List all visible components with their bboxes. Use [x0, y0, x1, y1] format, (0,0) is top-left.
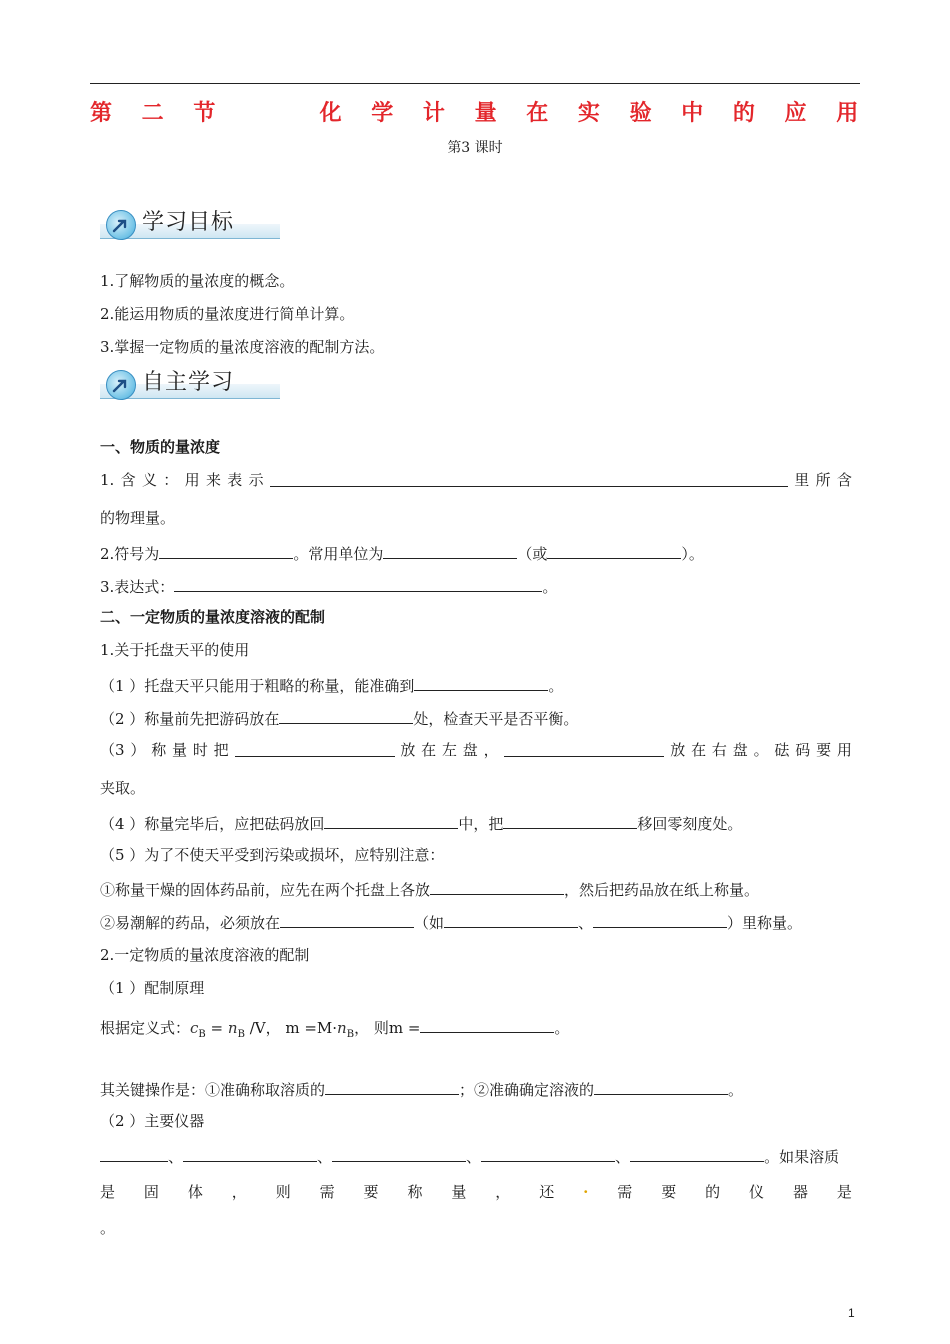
- fill-blank[interactable]: [503, 812, 637, 829]
- text: 示: [248, 471, 264, 489]
- text: ，: [495, 1183, 511, 1201]
- text: 。常用单位为: [293, 545, 384, 563]
- text: 里: [794, 471, 810, 489]
- balance-note-2: [100, 911, 802, 933]
- text: ，: [483, 741, 499, 759]
- text: 要: [816, 741, 832, 759]
- text: 含: [836, 471, 852, 489]
- fill-blank[interactable]: [279, 707, 413, 724]
- fill-blank[interactable]: [444, 911, 578, 928]
- definition-line: [100, 470, 852, 490]
- formula-symbol: n: [337, 1019, 347, 1037]
- subscript: B: [346, 1029, 355, 1040]
- subsection-title: 1.关于托盘天平的使用: [100, 641, 250, 659]
- balance-item-4: [100, 812, 742, 834]
- text: （或: [517, 545, 548, 563]
- text: 来: [205, 471, 221, 489]
- emphasis-dot: ·: [583, 1183, 589, 1201]
- subscript: B: [237, 1029, 245, 1040]
- balance-item-5: （5 ）为了不使天平受到污染或损坏，应特别注意：: [100, 846, 445, 864]
- text: 要: [363, 1183, 379, 1201]
- fill-blank[interactable]: [594, 1078, 728, 1095]
- text: /V， m =M·: [244, 1019, 338, 1037]
- header-rule: [90, 83, 860, 84]
- text: 。: [554, 1019, 570, 1037]
- text: =: [205, 1019, 228, 1037]
- fill-blank[interactable]: [280, 911, 414, 928]
- expression-line: [100, 575, 557, 597]
- goals-banner: [98, 204, 283, 244]
- page-title: 第 二 节 化 学 计 量 在 实 验 中 的 应 用: [90, 101, 870, 126]
- text: 、: [317, 1148, 333, 1166]
- text: （1 ）托盘天平只能用于粗略的称量，能准确到: [100, 677, 415, 695]
- principle-title: （1 ）配制原理: [100, 979, 205, 997]
- arrow-badge-icon: [106, 210, 136, 240]
- text: 需: [617, 1183, 633, 1201]
- text: 、: [466, 1148, 482, 1166]
- text: （4 ）称量完毕后，应把砝码放回: [100, 815, 325, 833]
- formula-symbol: n: [227, 1019, 238, 1037]
- solid-solute-line: [100, 1182, 852, 1202]
- fill-blank[interactable]: [593, 911, 727, 928]
- text: 含: [120, 471, 136, 489]
- text: ：: [163, 471, 179, 489]
- section-heading: 一、物质的量浓度: [100, 438, 221, 456]
- fill-blank[interactable]: [174, 575, 542, 592]
- text: 左: [441, 741, 457, 759]
- text: 仪: [749, 1183, 765, 1201]
- balance-note-1: [100, 878, 759, 900]
- text: 。: [542, 578, 558, 596]
- fill-blank[interactable]: [504, 740, 664, 757]
- text: 是: [100, 1183, 116, 1201]
- definition-cont: 的物理量。: [100, 509, 176, 527]
- fill-blank[interactable]: [183, 1145, 317, 1162]
- balance-item-1: [100, 674, 563, 696]
- page-number: 1: [848, 1306, 855, 1320]
- text: 量: [172, 741, 188, 759]
- text: 用: [184, 471, 200, 489]
- text: ；②准确确定溶液的: [459, 1081, 595, 1099]
- text: 是: [836, 1183, 852, 1201]
- fill-blank[interactable]: [325, 1078, 459, 1095]
- fill-blank[interactable]: [324, 812, 458, 829]
- text: （3: [100, 741, 125, 759]
- lesson-period: 第3 课时: [447, 140, 503, 156]
- text: 用: [836, 741, 852, 759]
- fill-blank[interactable]: [547, 542, 681, 559]
- text: 3.表达式：: [100, 578, 175, 596]
- self-study-banner: [98, 364, 283, 404]
- fill-blank[interactable]: [159, 542, 293, 559]
- key-operations-line: [100, 1078, 743, 1100]
- balance-item-2: [100, 707, 578, 729]
- text: 。如果溶质: [764, 1148, 840, 1166]
- text: 1.: [100, 471, 115, 489]
- text: 2.符号为: [100, 545, 160, 563]
- text: 的: [705, 1183, 721, 1201]
- goal-item: 3.掌握一定物质的量浓度溶液的配制方法。: [100, 338, 385, 356]
- arrow-badge-icon: [106, 370, 136, 400]
- text: 在: [421, 741, 437, 759]
- text: 处，检查天平是否平衡。: [413, 710, 579, 728]
- text: ①称量干燥的固体药品前，应先在两个托盘上各放: [100, 881, 431, 899]
- subscript: B: [198, 1029, 206, 1040]
- goal-item: 2.能运用物质的量浓度进行简单计算。: [100, 305, 355, 323]
- text: 放: [670, 741, 686, 759]
- symbol-line: [100, 542, 704, 564]
- fill-blank[interactable]: [270, 470, 788, 487]
- text: 码: [795, 741, 811, 759]
- text: 、: [578, 914, 594, 932]
- balance-item-3-cont: 夹取。: [100, 779, 146, 797]
- text: 义: [141, 471, 157, 489]
- formula-symbol: c: [190, 1019, 199, 1037]
- text: 则: [275, 1183, 291, 1201]
- goal-item: 1.了解物质的量浓度的概念。: [100, 272, 295, 290]
- text: ， 则m =: [354, 1019, 421, 1037]
- text: 放: [400, 741, 416, 759]
- text: 。: [728, 1081, 744, 1099]
- text: 中，把: [458, 815, 504, 833]
- text: 量: [451, 1183, 467, 1201]
- text: 把: [213, 741, 229, 759]
- text: ）: [130, 741, 146, 759]
- text: 根据定义式：: [100, 1019, 191, 1037]
- fill-blank[interactable]: [481, 1145, 615, 1162]
- text: 称: [151, 741, 167, 759]
- fill-blank[interactable]: [332, 1145, 466, 1162]
- text: 体: [187, 1183, 203, 1201]
- text: 右: [711, 741, 727, 759]
- banner-label: 学习目标: [142, 210, 235, 235]
- text: 砝: [774, 741, 790, 759]
- banner-label: 自主学习: [142, 370, 235, 395]
- text: 、: [615, 1148, 631, 1166]
- formula-line: [100, 1016, 569, 1045]
- text: ②易潮解的药品，必须放在: [100, 914, 281, 932]
- text: 盘: [732, 741, 748, 759]
- fill-blank[interactable]: [630, 1145, 764, 1162]
- balance-item-3: [100, 740, 852, 760]
- text: 固: [143, 1183, 159, 1201]
- text: 其关键操作是：①准确称取溶质的: [100, 1081, 326, 1099]
- text: 表: [227, 471, 243, 489]
- text: 还: [539, 1183, 555, 1201]
- fill-blank[interactable]: [100, 1145, 168, 1162]
- subsection-title: 2.一定物质的量浓度溶液的配制: [100, 946, 310, 964]
- text: 盘: [462, 741, 478, 759]
- text: 移回零刻度处。: [637, 815, 743, 833]
- text: 、: [168, 1148, 184, 1166]
- fill-blank[interactable]: [235, 740, 395, 757]
- text: 器: [792, 1183, 808, 1201]
- text: 时: [192, 741, 208, 759]
- fill-blank[interactable]: [430, 878, 564, 895]
- text: 。: [548, 677, 564, 695]
- fill-blank[interactable]: [414, 674, 548, 691]
- text: 。: [753, 741, 769, 759]
- text: 称: [407, 1183, 423, 1201]
- text: ，: [231, 1183, 247, 1201]
- fill-blank[interactable]: [383, 542, 517, 559]
- text: 所: [815, 471, 831, 489]
- text: ）里称量。: [727, 914, 803, 932]
- text: （如: [414, 914, 445, 932]
- text: 需: [319, 1183, 335, 1201]
- text: 在: [691, 741, 707, 759]
- section-heading: 二、一定物质的量浓度溶液的配制: [100, 608, 326, 626]
- text: ）。: [681, 545, 704, 563]
- solid-solute-cont: 。: [100, 1219, 116, 1237]
- instruments-line: [100, 1145, 839, 1167]
- text: （2 ）称量前先把游码放在: [100, 710, 280, 728]
- instruments-title: （2 ）主要仪器: [100, 1112, 205, 1130]
- text: 要: [661, 1183, 677, 1201]
- fill-blank[interactable]: [420, 1016, 554, 1033]
- text: ，然后把药品放在纸上称量。: [564, 881, 760, 899]
